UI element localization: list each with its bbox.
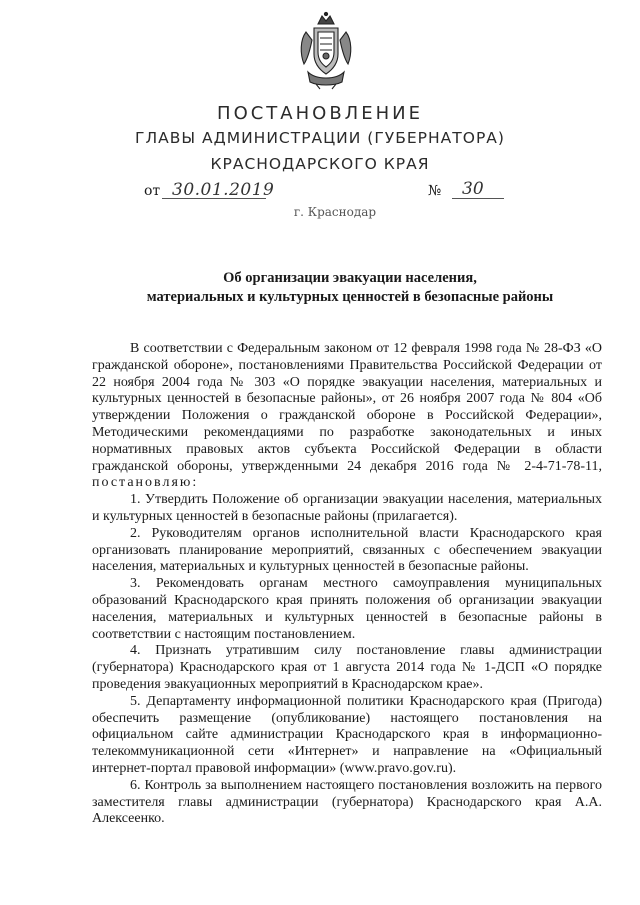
list-item: 2. Руководителям органов исполнительной власти Краснодарского края организовать планирование мероприятий, связанных с обеспечением эвакуации населения, материальных и культурных ценностей в безопасные районы.: [92, 525, 602, 575]
document-title: [80, 269, 620, 307]
list-item: 5. Департаменту информационной политики Краснодарского края (Пригода) обеспечить размещение (опубликование) настоящего постановления на официальном сайте администрации Краснодарского края в информационно-телекоммуникационной сети «Интернет» и направление на «Официальный интернет-портал правовой информации» (www.pravo.gov.ru).: [92, 693, 602, 776]
list-item: 6. Контроль за выполнением настоящего постановления возложить на первого заместителя главы администрации (губернатора) Краснодарского края А.А. Алексеенко.: [92, 777, 602, 827]
title-line-2: материальных и культурных ценностей в безопасные районы: [146, 289, 554, 305]
list-item: 1. Утвердить Положение об организации эвакуации населения, материальных и культурных ценностей в безопасные районы (прилагается).: [92, 492, 602, 524]
document-body: [92, 341, 602, 828]
list-item: 4. Признать утратившим силу постановление главы администрации (губернатора) Краснодарского края от 1 августа 2014 года № 1-ДСП «О порядке проведения эвакуационных мероприятий в Краснодарском крае».: [92, 643, 602, 692]
list-item: 3. Рекомендовать органам местного самоуправления муниципальных образований Краснодарского края принять положения об организации эвакуации населения, материальных и культурных ценностей в безопасные районы в соответствии с настоящим постановлением.: [92, 576, 602, 642]
issuer-heading: ГЛАВЫ АДМИНИСТРАЦИИ (ГУБЕРНАТОРА): [135, 129, 505, 147]
intro-text: В соответствии с Федеральным законом от 12 февраля 1998 года № 28-ФЗ «О гражданской обороне», постановлениями Правительства Российской Федерации от 22 ноября 2004 года № 303 «О порядке эвакуации населения, материальных и культурных ценностей в безопасные районы», от 26 ноября 2007 года № 804 «Об утверждении Положения о гражданской обороне в Российской Федерации», Методическими рекомендациями по разработке законодательных и иных нормативных правовых актов субъекта Российской Федерации в области гражданской обороны, утвержденными 24 декабря 2016 года № 2-4-71-78-11,: [92, 341, 602, 474]
coat-of-arms-emblem: [296, 10, 356, 90]
date-label: от: [144, 183, 161, 199]
decree-word: постановляю:: [92, 475, 199, 491]
number-value: 30: [462, 179, 484, 199]
title-line-1: Об организации эвакуации населения,: [223, 270, 477, 286]
date-value: 30.01.2019: [172, 180, 275, 200]
document-type-heading: ПОСТАНОВЛЕНИЕ: [217, 103, 423, 124]
number-label: №: [428, 183, 442, 199]
region-heading: КРАСНОДАРСКОГО КРАЯ: [210, 155, 430, 173]
intro-paragraph: [92, 341, 602, 492]
city-label: г. Краснодар: [293, 205, 377, 219]
